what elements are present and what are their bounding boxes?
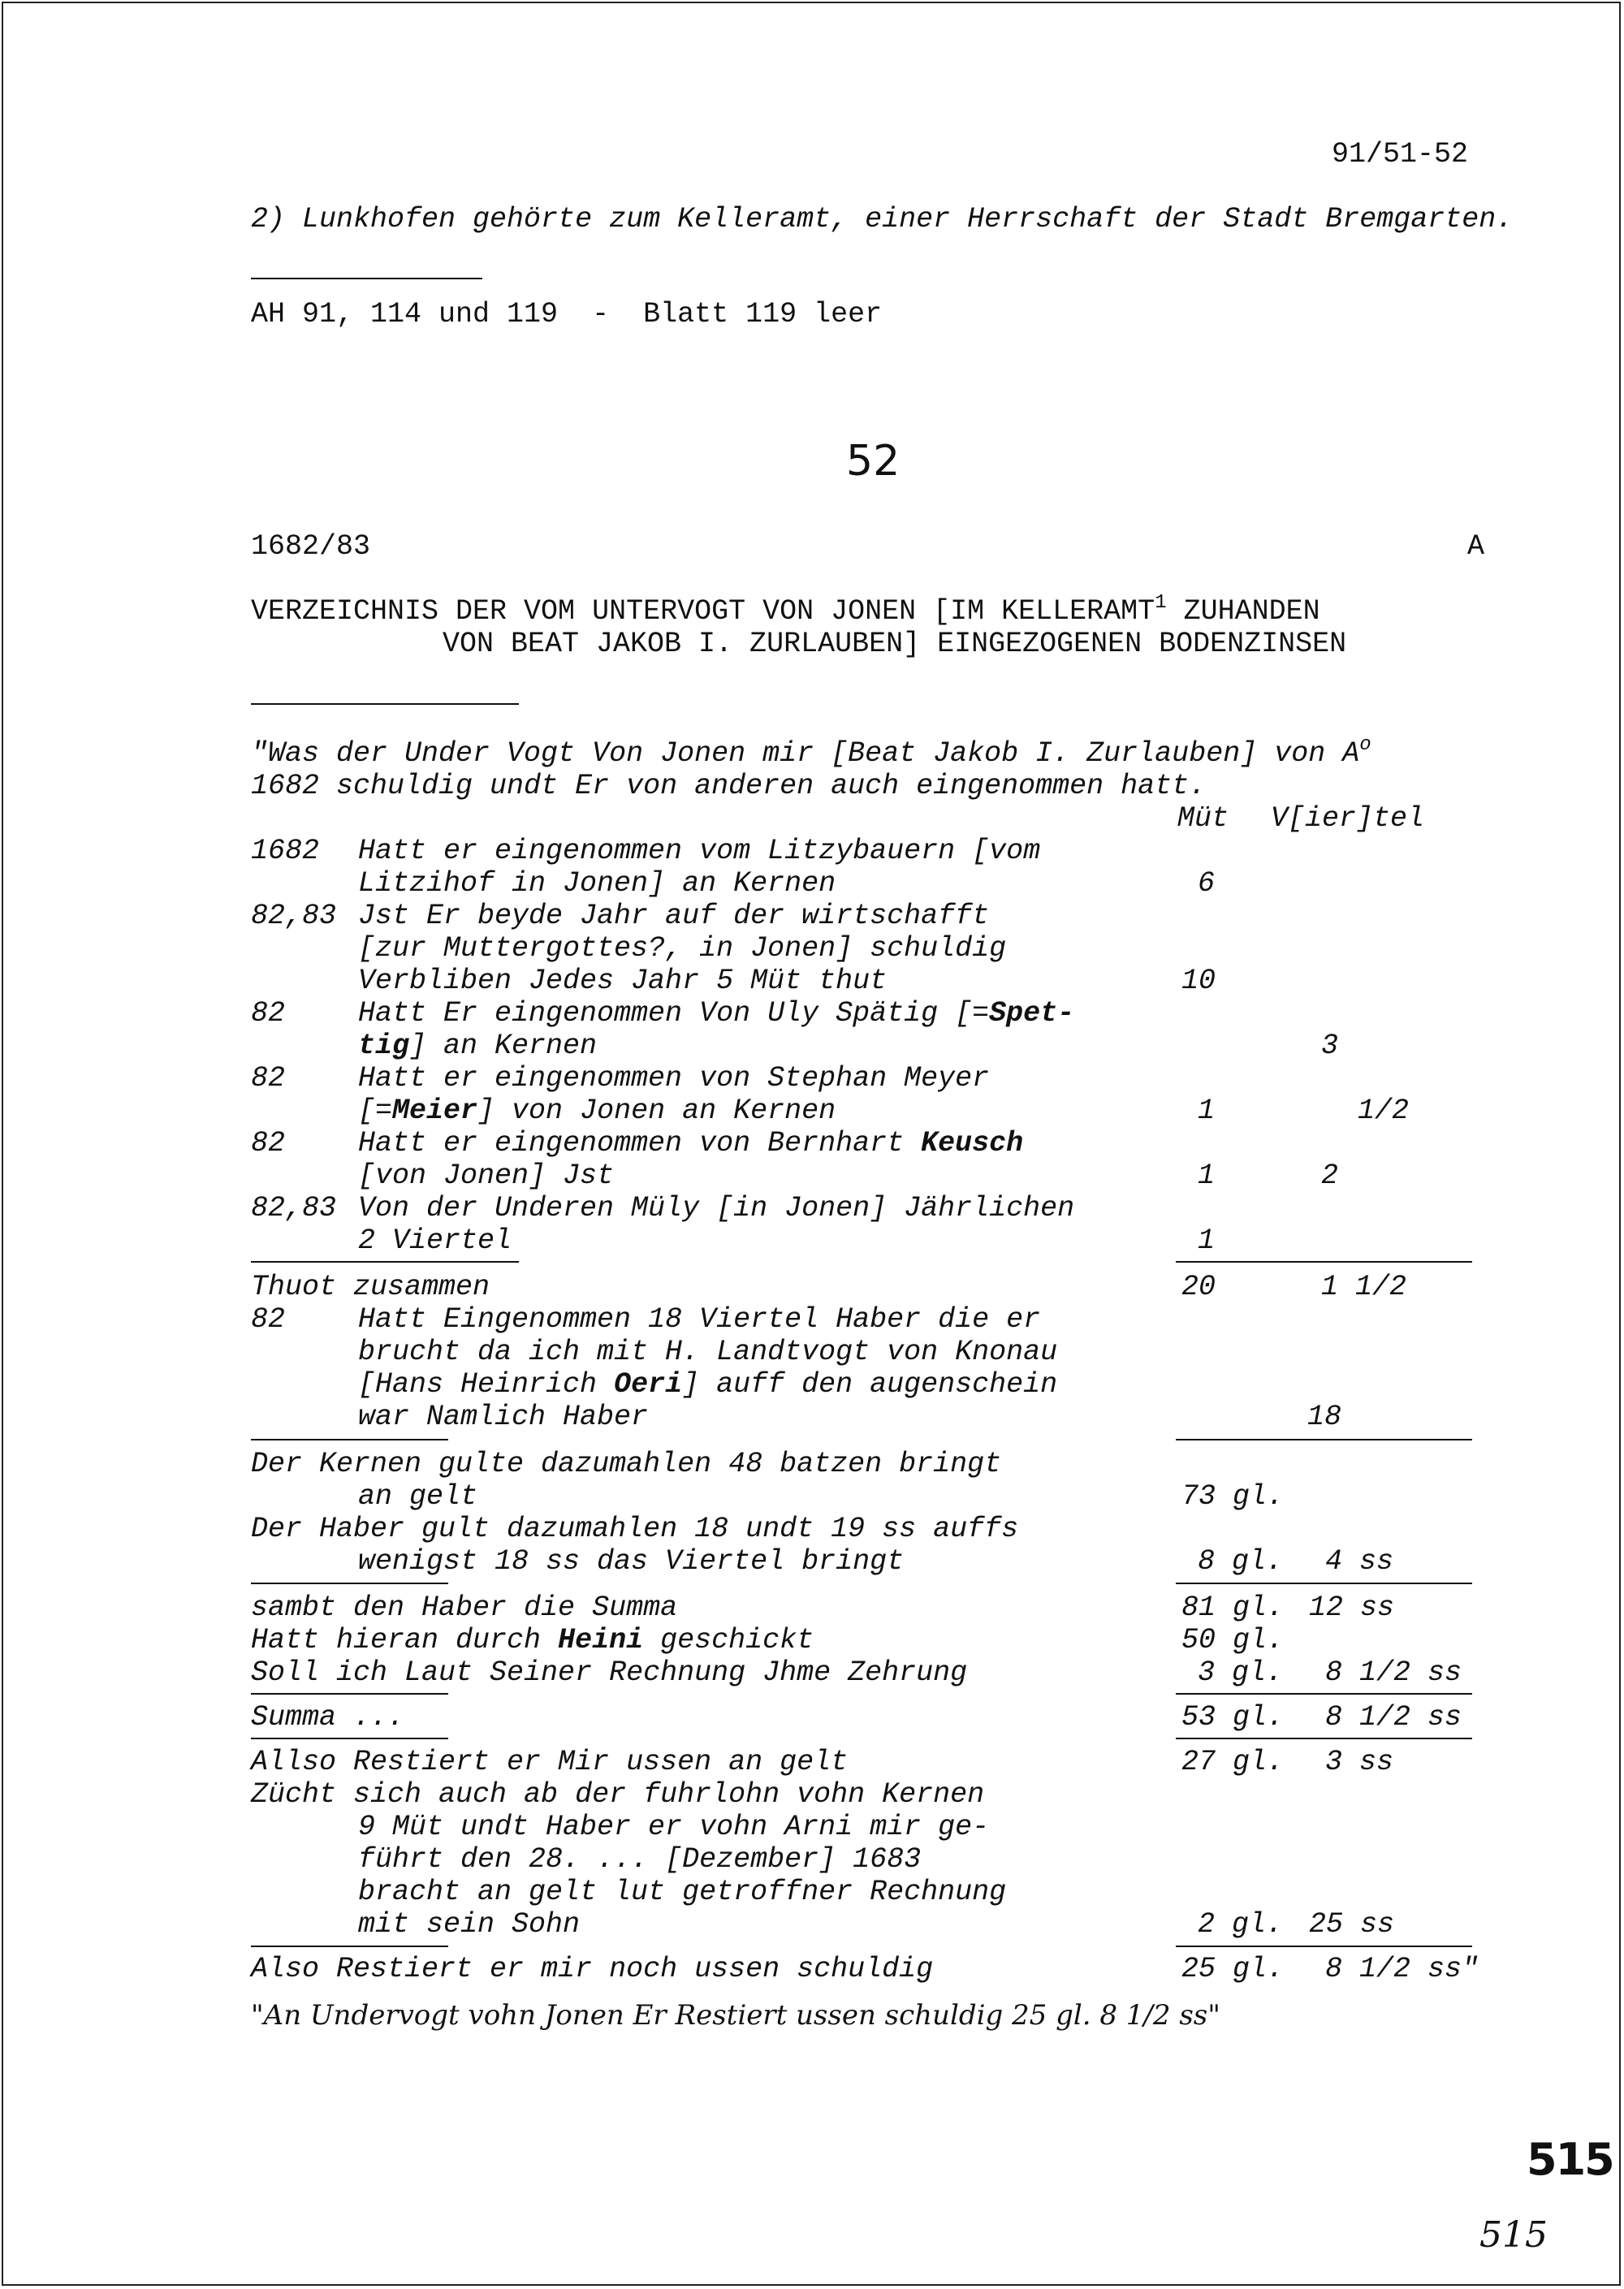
entry-text: brucht da ich mit H. Landtvogt von Knonau: [358, 1336, 1058, 1368]
entry-text: [358, 1368, 1057, 1401]
document-title-line1: [251, 592, 1320, 631]
money-line: Der Haber gult dazumahlen 18 undt 19 ss auffs: [251, 1513, 1019, 1545]
entry-text-part: ] von Jonen an Kernen: [477, 1095, 836, 1127]
entry-mut: 1: [1198, 1224, 1216, 1257]
entry-mut: 6: [1198, 867, 1216, 900]
entry-name-bold: Meier: [392, 1095, 478, 1127]
entry-text-part: ] an Kernen: [409, 1030, 598, 1062]
entry-text-part: Hatt Er eingenommen Von Uly Spätig [=: [358, 997, 990, 1030]
money-line: Allso Restiert er Mir ussen an gelt: [251, 1746, 849, 1778]
final-amount-gl: 25 gl.: [1181, 1953, 1285, 1985]
amount-ss: 12 ss: [1309, 1592, 1395, 1624]
entry-text: Litzihof in Jonen] an Kernen: [358, 867, 836, 900]
intro-line: [251, 734, 1371, 773]
entry-text: [358, 997, 1074, 1030]
title-footnote-marker: 1: [1155, 592, 1167, 614]
title-part: VERZEICHNIS DER VOM UNTERVOGT VON JONEN [IM KELLERAMT: [251, 595, 1155, 628]
intro-text: "Was der Under Vogt Von Jonen mir [Beat Jakob I. Zurlauben] von A: [251, 737, 1360, 770]
entry-name-bold: tig: [358, 1030, 410, 1062]
entry-text: [358, 1030, 597, 1062]
intro-line: 1682 schuldig undt Er von anderen auch eingenommen hatt.: [251, 770, 1207, 802]
entry-name-bold: Oeri: [614, 1368, 683, 1401]
entry-mut: 1: [1198, 1160, 1216, 1192]
entry-mut: 1: [1198, 1095, 1216, 1127]
entry-text-part: Hatt er eingenommen von Bernhart: [358, 1127, 922, 1160]
section-rule-left: [251, 1439, 448, 1440]
section-rule-right: [1176, 1583, 1472, 1584]
amount-ss: 8 1/2 ss: [1325, 1656, 1462, 1689]
entry-text: Von der Underen Müly [in Jonen] Jährlichen: [358, 1192, 1075, 1224]
entry-text-part: [=: [358, 1095, 393, 1127]
section-rule-left: [251, 1583, 448, 1584]
entry-mut: 10: [1181, 965, 1216, 997]
section-rule-right: [1176, 1439, 1472, 1440]
entry-text: Hatt er eingenommen von Stephan Meyer: [358, 1062, 990, 1095]
total-viertel: 1 1/2: [1321, 1271, 1407, 1303]
amount-gl: 8 gl.: [1198, 1545, 1284, 1578]
entry-year: 82: [251, 1127, 286, 1160]
section-rule-left: [251, 1738, 448, 1739]
entry-year: 82: [251, 997, 286, 1030]
final-amount-ss: 8 1/2 ss": [1325, 1953, 1479, 1985]
entry-name-bold: Spet-: [989, 997, 1075, 1030]
entry-text: [zur Muttergottes?, in Jonen] schuldig: [358, 932, 1007, 965]
money-line: führt den 28. ... [Dezember] 1683: [358, 1843, 922, 1876]
section-rule-right: [1176, 1738, 1472, 1739]
handwritten-note: "An Undervogt vohn Jonen Er Restiert ussen schuldig 25 gl. 8 1/2 ss": [251, 1999, 1220, 2032]
column-header-mut: Müt: [1177, 802, 1229, 835]
document-letter: A: [1467, 530, 1485, 563]
money-text-part: Hatt hieran durch: [251, 1624, 559, 1656]
entry-text: Hatt er eingenommen vom Litzybauern [vom: [358, 835, 1041, 867]
entry-text-part: ] auff den augenschein: [682, 1368, 1058, 1401]
column-header-viertel: V[ier]tel: [1271, 802, 1425, 835]
money-line: Soll ich Laut Seiner Rechnung Jhme Zehrung: [251, 1656, 968, 1689]
document-date: 1682/83: [251, 530, 371, 563]
final-line: Also Restiert er mir noch ussen schuldig: [251, 1953, 934, 1985]
sum-rule-left: [251, 1261, 519, 1263]
amount-gl: 73 gl.: [1181, 1480, 1285, 1513]
section-rule-right: [1176, 1693, 1472, 1695]
entry-year: 82,83: [251, 900, 337, 932]
entry-year: 1682: [251, 835, 320, 867]
entry-text: [von Jonen] Jst: [358, 1160, 615, 1192]
amount-ss: 8 1/2 ss: [1325, 1701, 1462, 1734]
amount-gl: 3 gl.: [1198, 1656, 1284, 1689]
entry-name-bold: Keusch: [921, 1127, 1024, 1160]
amount-ss: 4 ss: [1325, 1545, 1394, 1578]
entry-viertel: 2: [1321, 1160, 1339, 1192]
intro-superscript: o: [1359, 734, 1371, 756]
total-mut: 20: [1181, 1271, 1216, 1303]
section-rule-right: [1176, 1946, 1472, 1947]
entry-year: 82: [251, 1062, 286, 1095]
total-label: Thuot zusammen: [251, 1271, 490, 1303]
entry-text: [358, 1127, 1023, 1160]
footnote: 2) Lunkhofen gehörte zum Kelleramt, einer Herrschaft der Stadt Bremgarten.: [251, 203, 1514, 235]
page-reference: 91/51-52: [1332, 138, 1469, 171]
money-line: sambt den Haber die Summa: [251, 1592, 678, 1624]
entry-text-part: [Hans Heinrich: [358, 1368, 615, 1401]
title-part: ZUHANDEN: [1166, 595, 1320, 628]
entry-year: 82: [251, 1303, 286, 1336]
money-text-part: geschickt: [643, 1624, 814, 1656]
amount-gl: 50 gl.: [1181, 1624, 1285, 1656]
document-title-line2: VON BEAT JAKOB I. ZURLAUBEN] EINGEZOGENEN BODENZINSEN: [443, 628, 1347, 660]
section-rule-left: [251, 1946, 448, 1947]
entry-text: Hatt Eingenommen 18 Viertel Haber die er: [358, 1303, 1041, 1336]
entry-viertel: 18: [1307, 1401, 1342, 1433]
amount-ss: 25 ss: [1309, 1908, 1395, 1941]
entry-text: Verbliben Jedes Jahr 5 Müt thut: [358, 965, 888, 997]
amount-gl: 53 gl.: [1181, 1701, 1285, 1734]
money-line: Der Kernen gulte dazumahlen 48 batzen bringt: [251, 1448, 1002, 1480]
entry-viertel: 3: [1321, 1030, 1339, 1062]
entry-text: 2 Viertel: [358, 1224, 512, 1257]
money-line: mit sein Sohn: [358, 1908, 581, 1941]
source-line: AH 91, 114 und 119 - Blatt 119 leer: [251, 298, 883, 330]
money-line: an gelt: [358, 1480, 478, 1513]
amount-gl: 81 gl.: [1181, 1592, 1285, 1624]
entry-year: 82,83: [251, 1192, 337, 1224]
heading-rule: [251, 703, 519, 705]
money-line: 9 Müt undt Haber er vohn Arni mir ge-: [358, 1811, 990, 1843]
amount-ss: 3 ss: [1325, 1746, 1394, 1778]
money-line: bracht an gelt lut getroffner Rechnung: [358, 1876, 1007, 1908]
handwritten-signature: 515: [1479, 2214, 1548, 2256]
entry-text: war Namlich Haber: [358, 1401, 649, 1433]
entry-text: Jst Er beyde Jahr auf der wirtschafft: [358, 900, 990, 932]
sum-rule-right: [1176, 1261, 1472, 1263]
document-number: 52: [846, 437, 901, 486]
money-line: [251, 1624, 814, 1656]
section-rule-left: [251, 1693, 448, 1695]
entry-viertel: 1/2: [1358, 1095, 1410, 1127]
amount-gl: 27 gl.: [1181, 1746, 1285, 1778]
footnote-rule: [251, 278, 482, 279]
entry-text: [358, 1095, 836, 1127]
money-line: Zücht sich auch ab der fuhrlohn vohn Kernen: [251, 1778, 985, 1811]
amount-gl: 2 gl.: [1198, 1908, 1284, 1941]
archive-stamp: 515: [1527, 2134, 1613, 2185]
money-name-bold: Heini: [558, 1624, 644, 1656]
summa-label: Summa ...: [251, 1701, 405, 1734]
money-line: wenigst 18 ss das Viertel bringt: [358, 1545, 905, 1578]
